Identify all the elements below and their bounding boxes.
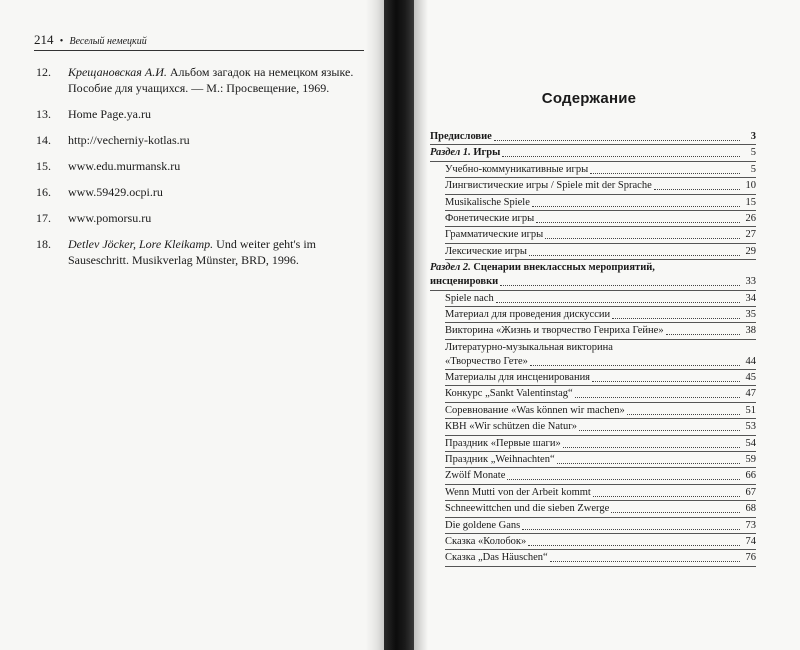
dot-leader	[563, 447, 740, 448]
toc-section-1-entry[interactable]	[430, 245, 756, 259]
dot-leader	[579, 430, 740, 431]
toc-entry-page: 59	[745, 454, 756, 466]
toc-entry-title: КВН «Wir schützen die Natur»	[445, 421, 577, 433]
toc-entry-goethe-quiz[interactable]: Литературно-музыкальная викторина «Творчество Гете» 44	[430, 341, 756, 369]
section-1-entries	[430, 163, 756, 259]
dot-leader	[592, 381, 740, 382]
toc-entry-page: 73	[745, 519, 756, 531]
reference-number: 15.	[36, 159, 51, 173]
toc-entry-page: 53	[745, 421, 756, 433]
reference-number: 12.	[36, 65, 51, 79]
book-gutter	[384, 0, 414, 650]
dot-leader	[532, 206, 740, 207]
toc-entry-title: Сказка «Колобок»	[445, 535, 527, 547]
page-number: 214	[34, 32, 54, 47]
right-page	[414, 0, 800, 650]
section-2-entries-b	[430, 371, 756, 565]
reference-text: http://vecherniy-kotlas.ru	[68, 133, 190, 147]
toc-section-2-entry[interactable]	[430, 519, 756, 533]
reference-text: www.edu.murmansk.ru	[68, 159, 181, 173]
toc-entry-title: Конкурс „Sankt Valentinstag“	[445, 388, 573, 400]
toc-entry-page: 15	[745, 196, 756, 208]
toc-section-1-entry[interactable]	[430, 163, 756, 177]
toc-section-2-entry[interactable]	[430, 404, 756, 418]
reference-number: 17.	[36, 211, 51, 225]
reference-item	[36, 210, 366, 226]
reference-number: 14.	[36, 133, 51, 147]
toc-entry-page: 74	[745, 535, 756, 547]
reference-item	[36, 158, 366, 174]
toc-entry-title: Фонетические игры	[445, 212, 535, 224]
reference-author: Detlev Jöcker, Lore Kleikamp.	[68, 237, 214, 251]
toc-entry-title: Праздник „Weihnachten“	[445, 454, 555, 466]
toc-entry-page: 51	[745, 404, 756, 416]
toc-entry-section-1[interactable]: Раздел 1. Игры 5	[430, 147, 756, 159]
toc-section-2-entry[interactable]	[430, 453, 756, 467]
left-page	[0, 0, 384, 650]
reference-number: 13.	[36, 107, 51, 121]
toc-section-2-entry[interactable]	[430, 371, 756, 385]
toc-section-2-entry[interactable]	[430, 437, 756, 451]
dot-leader	[550, 561, 740, 562]
toc-entry-page: 29	[745, 245, 756, 257]
dot-leader	[545, 238, 740, 239]
toc-entry-preface[interactable]: Предисловие 3	[430, 131, 756, 142]
toc-entry-page: 54	[745, 437, 756, 449]
toc-entry-title: Грамматические игры	[445, 229, 544, 241]
running-title: Веселый немецкий	[69, 36, 147, 47]
reference-item	[36, 236, 366, 268]
toc-section-1-entry[interactable]	[430, 212, 756, 226]
toc-entry-page: 5	[750, 163, 756, 175]
toc-entry-title: Сказка „Das Häuschen“	[445, 552, 548, 564]
dot-leader	[575, 397, 740, 398]
dot-leader	[627, 414, 740, 415]
toc-entry-title: Учебно-коммуникативные игры	[445, 163, 589, 175]
toc-entry-page: 66	[745, 470, 756, 482]
toc-entry-title: Викторина «Жизнь и творчество Генриха Гейне»	[445, 325, 664, 337]
toc-entry-title: Материалы для инсценирования	[445, 372, 591, 384]
reference-number: 16.	[36, 185, 51, 199]
toc-entry-title: Соревнование «Was können wir machen»	[445, 404, 625, 416]
reference-item	[36, 184, 366, 200]
reference-text: Und weiter geht's im Sauseschritt. Musikverlag Münster, BRD, 1996.	[68, 237, 316, 267]
toc-section-2-entry[interactable]	[430, 420, 756, 434]
toc-entry-page: 67	[745, 486, 756, 498]
dot-leader	[666, 334, 740, 335]
toc-entry-title: Zwölf Monate	[445, 470, 506, 482]
dot-leader	[522, 529, 740, 530]
header-separator: •	[59, 36, 64, 47]
dot-leader	[593, 496, 740, 497]
reference-list	[36, 64, 366, 278]
toc-section-2-entry[interactable]	[430, 535, 756, 549]
page-header	[34, 32, 364, 51]
toc-entry-page: 45	[745, 372, 756, 384]
toc-entry-page: 34	[745, 292, 756, 304]
toc-entry-page: 47	[745, 388, 756, 400]
toc-entry-page: 68	[745, 503, 756, 515]
toc-entry-title: Spiele nach	[445, 292, 494, 304]
toc-entry-section-2[interactable]: Раздел 2. Сценарии внеклассных мероприятий, инсценировки 33	[430, 262, 756, 288]
toc-entry-page: 76	[745, 552, 756, 564]
reference-author: Крещановская А.И.	[68, 65, 167, 79]
toc-entry-page: 35	[745, 308, 756, 320]
toc-section-1-entry[interactable]	[430, 228, 756, 242]
dot-leader	[612, 318, 740, 319]
dot-leader	[496, 302, 740, 303]
toc-entry-title: Лингвистические игры / Spiele mit der Sprache	[445, 180, 652, 192]
dot-leader	[507, 479, 740, 480]
dot-leader	[528, 545, 740, 546]
toc-entry-page: 10	[745, 180, 756, 192]
toc-title: Содержание	[541, 90, 637, 107]
reference-number: 18.	[36, 237, 51, 251]
toc-entry-title: Материал для проведения дискуссии	[445, 308, 611, 320]
reference-text: www.pomorsu.ru	[68, 211, 152, 225]
section-2-entries-a	[430, 292, 756, 339]
toc-entry-title: Schneewittchen und die sieben Zwerge	[445, 503, 610, 515]
toc-section-2-entry[interactable]	[430, 469, 756, 483]
toc-section-2-entry[interactable]	[430, 551, 756, 565]
table-of-contents	[430, 130, 756, 568]
dot-leader	[590, 173, 740, 174]
dot-leader	[557, 463, 740, 464]
toc-section-2-entry[interactable]	[430, 292, 756, 306]
dot-leader	[529, 255, 740, 256]
toc-section-2-entry[interactable]	[430, 502, 756, 516]
dot-leader	[654, 189, 740, 190]
toc-section-2-entry[interactable]	[430, 324, 756, 338]
toc-entry-page: 27	[745, 229, 756, 241]
toc-section-2-entry[interactable]	[430, 308, 756, 322]
reference-text: Альбом загадок на немецком языке. Пособие для учащихся. — М.: Просвещение, 1969.	[68, 65, 354, 95]
toc-entry-title: Die goldene Gans	[445, 519, 521, 531]
reference-text: Home Page.ya.ru	[68, 107, 151, 121]
dot-leader	[611, 512, 740, 513]
toc-entry-page: 38	[745, 325, 756, 337]
toc-entry-title: Musikalische Spiele	[445, 196, 530, 208]
reference-item	[36, 106, 366, 122]
toc-section-1-entry[interactable]	[430, 179, 756, 193]
dot-leader	[536, 222, 740, 223]
toc-entry-title: Wenn Mutti von der Arbeit kommt	[445, 486, 591, 498]
toc-entry-title: Праздник «Первые шаги»	[445, 437, 561, 449]
toc-section-2-entry[interactable]	[430, 387, 756, 401]
toc-section-2-entry[interactable]	[430, 486, 756, 500]
reference-item	[36, 132, 366, 148]
reference-text: www.59429.ocpi.ru	[68, 185, 163, 199]
reference-item	[36, 64, 366, 96]
toc-section-1-entry[interactable]	[430, 196, 756, 210]
toc-entry-page: 26	[745, 212, 756, 224]
toc-entry-title: Лексические игры	[445, 245, 527, 257]
